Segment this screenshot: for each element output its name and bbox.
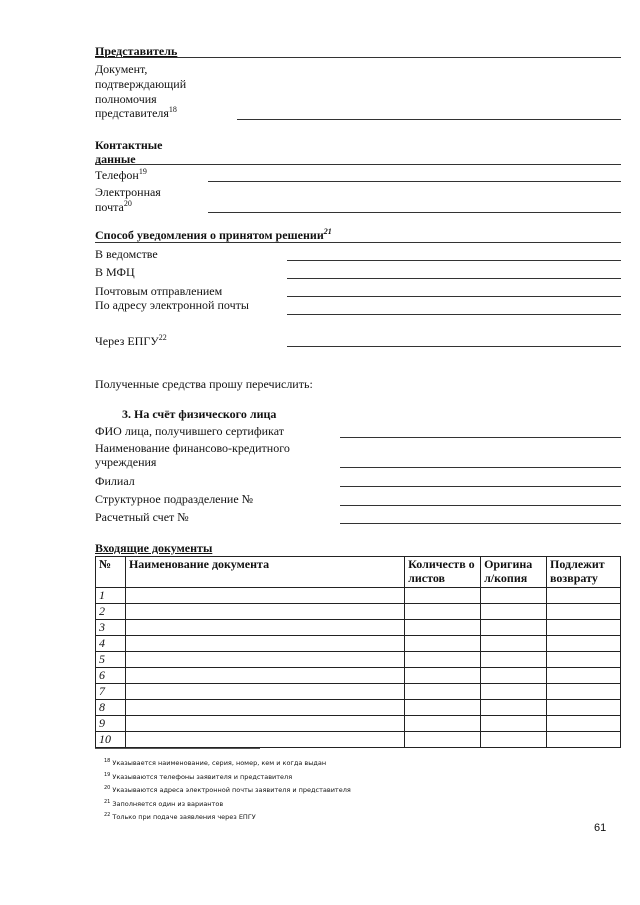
return-cell[interactable] (547, 700, 621, 716)
table-row (96, 668, 621, 684)
divider (95, 164, 621, 165)
footnote-marker: 18 (104, 757, 111, 764)
divider (95, 57, 621, 58)
return-cell[interactable] (547, 620, 621, 636)
footnote-text: Указываются телефоны заявителя и представителя (112, 773, 293, 781)
table-row (96, 700, 621, 716)
doc-name-cell[interactable] (125, 604, 404, 620)
original-cell[interactable] (481, 684, 547, 700)
footnote-text: Указывается наименование, серия, номер, кем и когда выдан (112, 759, 327, 767)
email-input-line[interactable] (208, 212, 621, 213)
doc-name-cell[interactable] (125, 636, 404, 652)
table-row (96, 620, 621, 636)
fio-input-line[interactable] (340, 437, 621, 438)
doc-input-line[interactable] (237, 119, 621, 120)
footnote-22 (104, 813, 256, 821)
return-cell[interactable] (547, 668, 621, 684)
col-original: Оригина л/копия (481, 557, 547, 588)
return-cell[interactable] (547, 636, 621, 652)
notify-option-mfc[interactable]: В МФЦ (95, 265, 135, 279)
notify-mfc-line[interactable] (287, 278, 621, 279)
col-number: № (96, 557, 126, 588)
row-number: 4 (96, 636, 126, 652)
sheets-cell[interactable] (405, 588, 481, 604)
original-cell[interactable] (481, 652, 547, 668)
incoming-documents-table (95, 556, 621, 748)
section3-title: 3. На счёт физического лица (122, 407, 277, 421)
transfer-text: Полученные средства прошу перечислить: (95, 377, 313, 391)
incoming-heading: Входящие документы (95, 541, 213, 555)
doc-name-cell[interactable] (125, 732, 404, 748)
doc-label-4: представителя$^{18}$ (95, 105, 177, 120)
doc-label-2: подтверждающий (95, 77, 187, 91)
table-row (96, 604, 621, 620)
sheets-cell[interactable] (405, 732, 481, 748)
sheets-cell[interactable] (405, 636, 481, 652)
footnote-20 (104, 786, 351, 794)
phone-input-line[interactable] (208, 181, 621, 182)
original-cell[interactable] (481, 604, 547, 620)
return-cell[interactable] (547, 684, 621, 700)
original-cell[interactable] (481, 668, 547, 684)
doc-name-cell[interactable] (125, 684, 404, 700)
table-row (96, 684, 621, 700)
notify-office-line[interactable] (287, 260, 621, 261)
notify-option-post[interactable]: Почтовым отправлением (95, 284, 223, 298)
row-number: 6 (96, 668, 126, 684)
email-label-2: почта$^{20}$ (95, 199, 132, 214)
field-branch: Филиал (95, 474, 135, 488)
doc-name-cell[interactable] (125, 668, 404, 684)
footnote-text: Указываются адреса электронной почты заявителя и представителя (112, 786, 351, 794)
notify-email-line[interactable] (287, 314, 621, 315)
account-input-line[interactable] (340, 523, 621, 524)
row-number: 1 (96, 588, 126, 604)
footnote-marker: 22 (104, 811, 111, 818)
notify-epgu-line[interactable] (287, 346, 621, 347)
return-cell[interactable] (547, 716, 621, 732)
field-account: Расчетный счет № (95, 510, 189, 524)
footnote-divider (95, 748, 260, 749)
doc-name-cell[interactable] (125, 588, 404, 604)
doc-name-cell[interactable] (125, 700, 404, 716)
table-row (96, 716, 621, 732)
row-number: 2 (96, 604, 126, 620)
doc-label-1: Документ, (95, 62, 148, 76)
original-cell[interactable] (481, 700, 547, 716)
doc-label-3: полномочия (95, 92, 157, 106)
footnote-marker: 20 (104, 784, 111, 791)
sheets-cell[interactable] (405, 652, 481, 668)
original-cell[interactable] (481, 636, 547, 652)
row-number: 10 (96, 732, 126, 748)
footnote-marker: 21 (104, 798, 111, 805)
original-cell[interactable] (481, 588, 547, 604)
sheets-cell[interactable] (405, 716, 481, 732)
return-cell[interactable] (547, 604, 621, 620)
footnote-21 (104, 800, 223, 808)
table-row (96, 652, 621, 668)
field-bank-2: учреждения (95, 455, 157, 469)
col-return: Подлежит возврату (547, 557, 621, 588)
contacts-heading-2: данные (95, 152, 136, 166)
return-cell[interactable] (547, 588, 621, 604)
notify-option-office[interactable]: В ведомстве (95, 247, 158, 261)
table-header-row (96, 557, 621, 588)
doc-name-cell[interactable] (125, 716, 404, 732)
table-row (96, 588, 621, 604)
notify-option-epgu[interactable]: Через ЕПГУ$^{22}$ (95, 333, 167, 348)
row-number: 7 (96, 684, 126, 700)
sheets-cell[interactable] (405, 668, 481, 684)
contacts-heading-1: Контактные (95, 138, 163, 152)
col-sheets: Количеств о листов (405, 557, 481, 588)
sheets-cell[interactable] (405, 684, 481, 700)
footnote-marker: 19 (104, 771, 111, 778)
original-cell[interactable] (481, 620, 547, 636)
footnote-text: Только при подаче заявления через ЕПГУ (112, 813, 256, 821)
table-row (96, 636, 621, 652)
row-number: 8 (96, 700, 126, 716)
row-number: 3 (96, 620, 126, 636)
footnote-19 (104, 773, 292, 781)
table-row (96, 732, 621, 748)
doc-name-cell[interactable] (125, 652, 404, 668)
return-cell[interactable] (547, 732, 621, 748)
bank-input-line[interactable] (340, 467, 621, 468)
notify-post-line[interactable] (287, 296, 621, 297)
branch-input-line[interactable] (340, 486, 621, 487)
notify-option-email[interactable]: По адресу электронной почты (95, 298, 249, 312)
footnote-text: Заполняется один из вариантов (112, 800, 224, 808)
doc-name-cell[interactable] (125, 620, 404, 636)
subdivision-input-line[interactable] (340, 505, 621, 506)
field-subdivision: Структурное подразделение № (95, 492, 254, 506)
page-number: 61 (594, 822, 607, 834)
original-cell[interactable] (481, 732, 547, 748)
original-cell[interactable] (481, 716, 547, 732)
field-fio: ФИО лица, получившего сертификат (95, 424, 284, 438)
sheets-cell[interactable] (405, 604, 481, 620)
sheets-cell[interactable] (405, 700, 481, 716)
field-bank-1: Наименование финансово-кредитного (95, 441, 290, 455)
footnote-18 (104, 759, 326, 767)
phone-label: Телефон$^{19}$ (95, 167, 147, 182)
return-cell[interactable] (547, 652, 621, 668)
email-label-1: Электронная (95, 185, 161, 199)
divider (95, 242, 621, 243)
row-number: 9 (96, 716, 126, 732)
sheets-cell[interactable] (405, 620, 481, 636)
row-number: 5 (96, 652, 126, 668)
representative-heading: Представитель (95, 44, 178, 58)
col-doc-name: Наименование документа (125, 557, 404, 588)
notify-heading: Способ уведомления о принятом решении$^{21}$ (95, 227, 332, 242)
